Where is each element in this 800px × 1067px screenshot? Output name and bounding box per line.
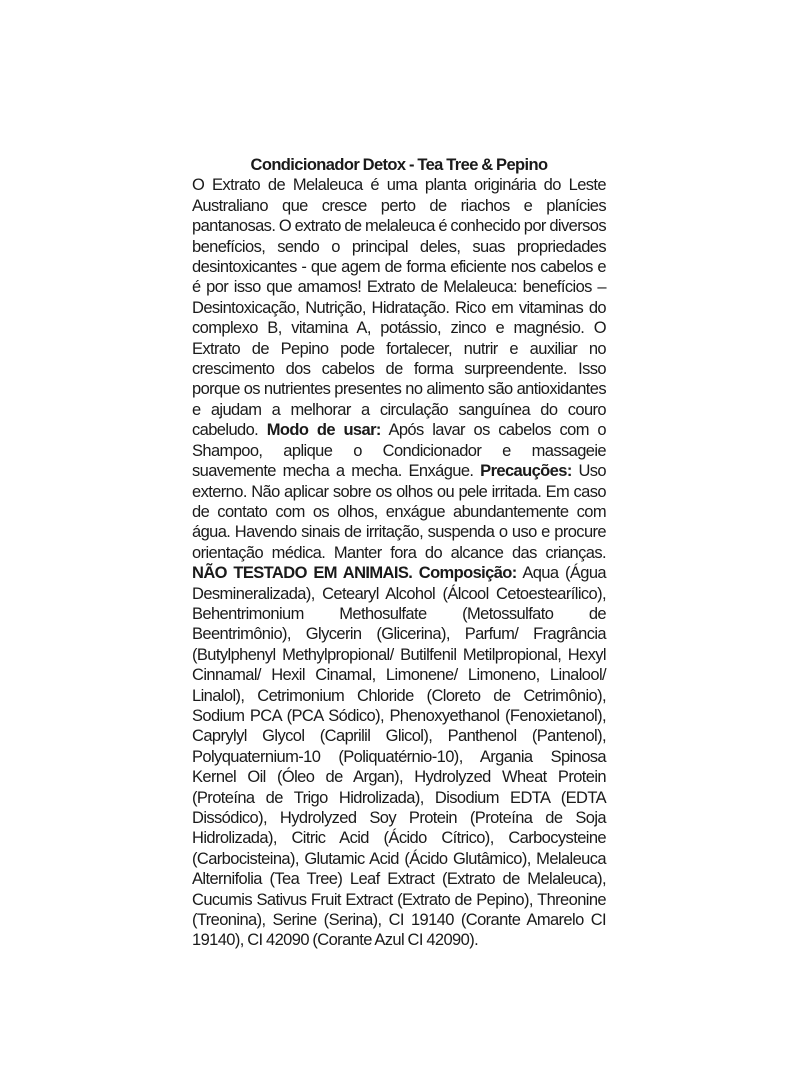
product-label (192, 155, 606, 951)
precautions-text: Uso externo. Não aplicar sobre os olhos ou pele irritada. Em caso de contato com os olhos, enxágue abundantemente com água. Havendo sinais de irritação, suspenda o uso e procure orientação médica. Manter fora do alcance das crianças. (192, 462, 607, 562)
usage-instructions: Após lavar os cabelos com o Shampoo, aplique o Condicionador e massageie suavemente mecha a mecha. Enxágue. (192, 421, 606, 481)
not-tested-notice: NÃO TESTADO EM ANIMAIS. (192, 564, 413, 583)
precautions-heading: Precauções: (480, 462, 572, 481)
label-body-text (192, 175, 606, 950)
composition-list: Aqua (Água Desmineralizada), Cetearyl Alcohol (Álcool Cetoestearílico), Behentrimonium Methosulfate (Metossulfato de Beentrimônio), Glycerin (Glicerina), Parfum/ Fragrância (Butylphenyl Methylpropional/ Butilfenil Metilpropional, Hexyl Cinnamal/ Hexil Cinamal, Limonene/ Limoneno, Linalool/ Linalol), Cetrimonium Chloride (Cloreto de Cetrimônio), Sodium PCA (PCA Sódico), Phenoxyethanol (Fenoxietanol), Caprylyl Glycol (Caprilil Glicol), Panthenol (Pantenol), Polyquaternium-10 (Poliquatérnio-10), Argania Spinosa Kernel Oil (Óleo de Argan), Hydrolyzed Wheat Protein (Proteína de Trigo Hidrolizada), Disodium EDTA (EDTA Dissódico), Hydrolyzed Soy Protein (Proteína de Soja Hidrolizada), Citric Acid (Ácido Cítrico), Carbocysteine (Carbocisteina), Glutamic Acid (Ácido Glutâmico), Melaleuca Alternifolia (Tea Tree) Leaf Extract (Extrato de Melaleuca), Cucumis Sativus Fruit Extract (Extrato de Pepino), Threonine (Treonina), Serine (Serina), CI 19140 (Corante Amarelo CI 19140), CI 42090 (Corante Azul CI 42090). (192, 564, 607, 950)
composition-heading: Composição: (418, 564, 517, 583)
usage-heading: Modo de usar: (266, 421, 381, 440)
product-description: O Extrato de Melaleuca é uma planta originária do Leste Australiano que cresce perto de riachos e planícies pantanosas. O extrato de melaleuca é conhecido por diversos benefícios, sendo o principal deles, suas propriedades desintoxicantes - que agem de forma eficiente nos cabelos e é por isso que amamos! Extrato de Melaleuca: benefícios – Desintoxicação, Nutrição, Hidratação. Rico em vitaminas do complexo B, vitamina A, potássio, zinco e magnésio. O Extrato de Pepino pode fortalecer, nutrir e auxiliar no crescimento dos cabelos de forma surpreendente. Isso porque os nutrientes presentes no alimento são antioxidantes e ajudam a melhorar a circulação sanguínea do couro cabeludo. (192, 176, 606, 440)
product-title: Condicionador Detox - Tea Tree & Pepino (250, 156, 548, 174)
